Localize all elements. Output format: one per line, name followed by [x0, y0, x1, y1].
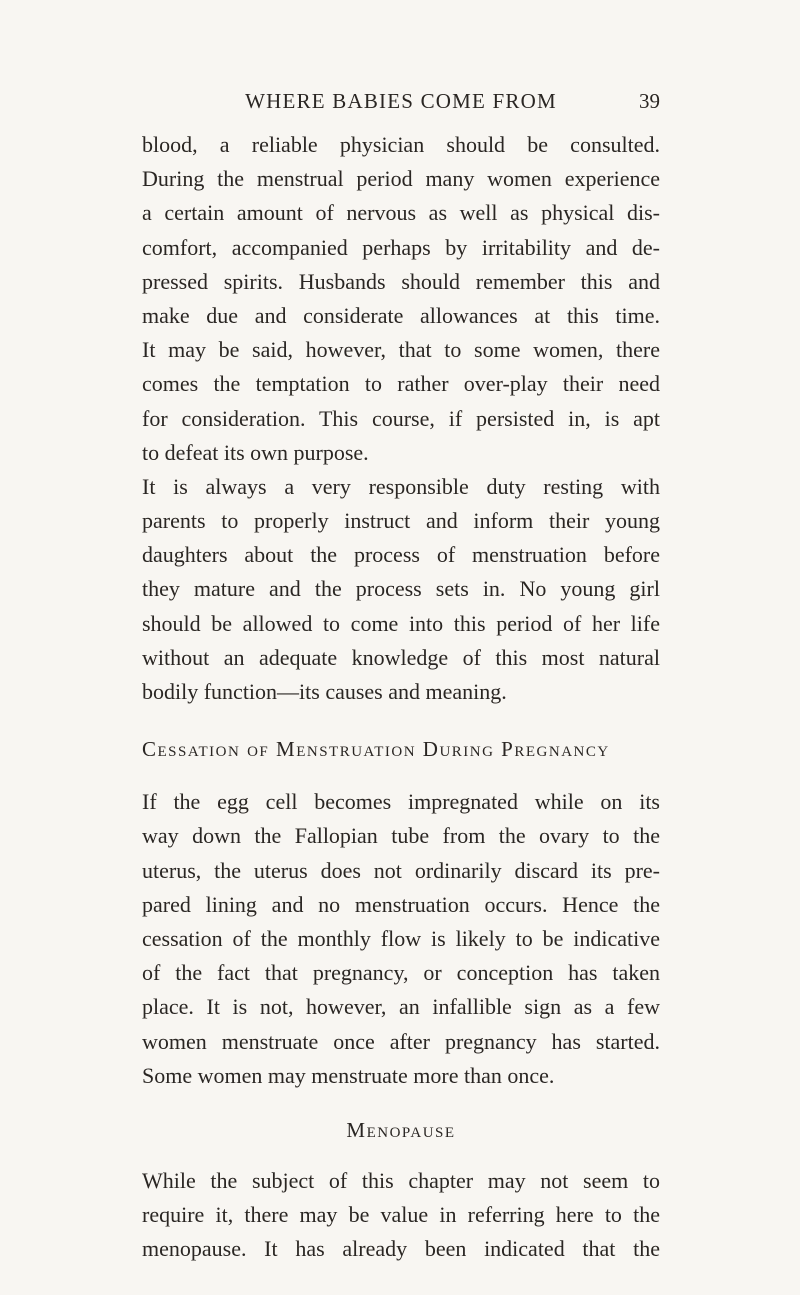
text-line: parents to properly instruct and inform their young: [142, 508, 660, 534]
text-line: blood, a reliable physician should be consulted.: [142, 132, 660, 157]
text-line: comes the temptation to rather over-play their need: [142, 371, 660, 397]
text-line: women menstruate once after pregnancy has started.: [142, 1028, 660, 1054]
text-line: It may be said, however, that to some women, there: [142, 337, 660, 363]
text-line: If the egg cell becomes impregnated while on its: [142, 789, 660, 815]
text-line: require it, there may be value in referring here to the: [142, 1202, 660, 1228]
text-line: make due and considerate allowances at this time.: [142, 302, 660, 328]
text-line: of the fact that pregnancy, or conception has taken: [142, 960, 660, 986]
text-line: should be allowed to come into this period of her life: [142, 610, 660, 636]
text-line: without an adequate knowledge of this most natural: [142, 644, 660, 670]
text-line: for consideration. This course, if persisted in, is apt: [142, 405, 660, 431]
paragraph: [142, 785, 660, 1093]
paragraph: [142, 128, 660, 470]
section-heading: Cessation of Menstruation During Pregnancy: [142, 737, 610, 762]
text-line: they mature and the process sets in. No young girl: [142, 576, 660, 602]
text-line: It is always a very responsible duty resting with: [142, 473, 660, 499]
text-line: place. It is not, however, an infallible sign as a few: [142, 994, 660, 1020]
text-line: Some women may menstruate more than once.: [142, 1062, 555, 1088]
paragraph: [142, 1164, 660, 1267]
text-line: While the subject of this chapter may not seem to: [142, 1167, 660, 1193]
text-line: pared lining and no menstruation occurs. Hence the: [142, 891, 660, 917]
text-line: cessation of the monthly flow is likely to be indicative: [142, 925, 660, 951]
text-line: During the menstrual period many women experience: [142, 166, 660, 192]
page-number: 39: [639, 89, 660, 113]
text-line: bodily function—its causes and meaning.: [142, 679, 507, 704]
body-text: [142, 128, 660, 1266]
text-line: way down the Fallopian tube from the ovary to the: [142, 823, 660, 849]
text-line: menopause. It has already been indicated that the: [142, 1236, 660, 1262]
running-header: [142, 88, 660, 114]
section-heading: Menopause: [346, 1117, 456, 1142]
text-line: pressed spirits. Husbands should remember this and: [142, 268, 660, 294]
text-line: to defeat its own purpose.: [142, 439, 369, 465]
text-line: uterus, the uterus does not ordinarily discard its pre-: [142, 857, 660, 883]
text-line: comfort, accompanied perhaps by irritability and de-: [142, 234, 660, 260]
paragraph: [142, 470, 660, 709]
text-line: a certain amount of nervous as well as physical dis-: [142, 200, 660, 226]
text-line: daughters about the process of menstruation before: [142, 542, 660, 568]
running-title: WHERE BABIES COME FROM: [245, 89, 557, 113]
